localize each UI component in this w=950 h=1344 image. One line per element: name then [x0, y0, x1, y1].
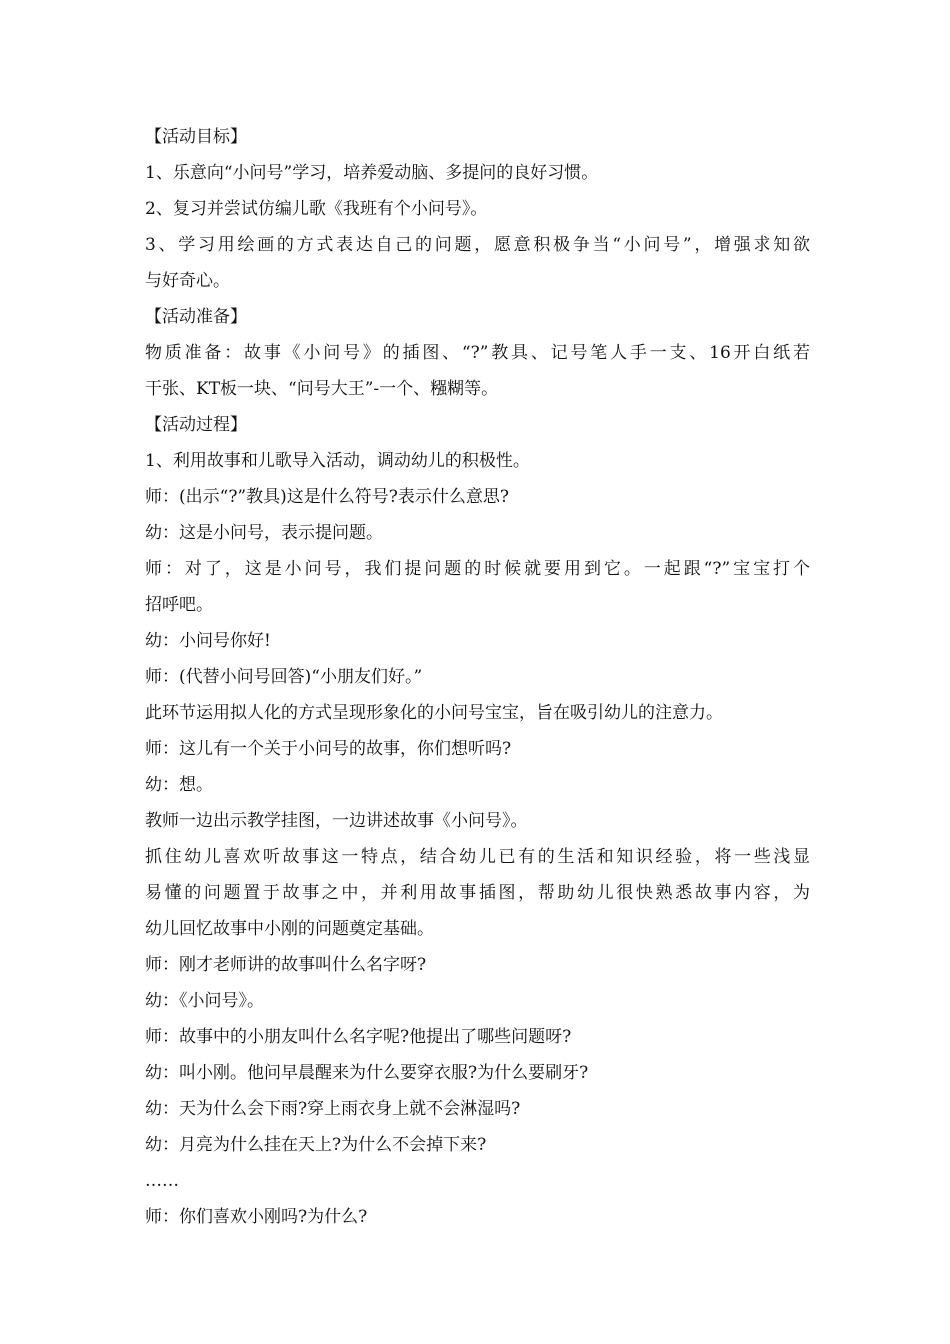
goal-item-2: 2、复习并尝试仿编儿歌《我班有个小问号》。 — [145, 199, 488, 219]
preparation-text: 物质准备：故事《小问号》的插图、“?”教具、记号笔人手一支、16开白纸若 — [145, 343, 810, 363]
dialogue-line: 幼：月亮为什么挂在天上?为什么不会掉下来? — [145, 1135, 487, 1155]
dialogue-line: 师：你们喜欢小刚吗?为什么? — [145, 1207, 368, 1227]
dialogue-line: 幼：叫小刚。他问早晨醒来为什么要穿衣服?为什么要刷牙? — [145, 1063, 589, 1083]
commentary-paragraph: 此环节运用拟人化的方式呈现形象化的小问号宝宝，旨在吸引幼儿的注意力。 — [145, 703, 723, 723]
goal-item-1: 1、乐意向“小问号”学习，培养爱动脑、多提问的良好习惯。 — [145, 163, 599, 183]
commentary-paragraph: 抓住幼儿喜欢听故事这一特点，结合幼儿已有的生活和知识经验，将一些浅显 — [145, 847, 810, 867]
dialogue-line: 师：对了，这是小问号，我们提问题的时候就要用到它。一起跟“?”宝宝打个 — [145, 559, 810, 579]
process-step-1: 1、利用故事和儿歌导入活动，调动幼儿的积极性。 — [145, 451, 530, 471]
dialogue-line: 师：刚才老师讲的故事叫什么名字呀? — [145, 955, 427, 975]
dialogue-line-continued: 招呼吧。 — [145, 595, 213, 615]
preparation-text-continued: 干张、KT板一块、“问号大王”-一个、糨糊等。 — [145, 379, 499, 399]
dialogue-line: 幼：小问号你好! — [145, 631, 271, 651]
goal-item-3: 3、学习用绘画的方式表达自己的问题，愿意积极争当“小问号”，增强求知欲 — [145, 235, 810, 255]
dialogue-line: 幼：天为什么会下雨?穿上雨衣身上就不会淋湿吗? — [145, 1099, 521, 1119]
goal-item-3-continued: 与好奇心。 — [145, 271, 230, 291]
document-body — [145, 119, 810, 1235]
section-heading-goals: 【活动目标】 — [145, 127, 247, 147]
dialogue-line: 幼：想。 — [145, 775, 213, 795]
dialogue-line: 师：(出示“?”教具)这是什么符号?表示什么意思? — [145, 487, 509, 507]
dialogue-line: 幼：《小问号》。 — [145, 991, 264, 1011]
commentary-paragraph-continued: 幼儿回忆故事中小刚的问题奠定基础。 — [145, 919, 434, 939]
dialogue-line: 师：这儿有一个关于小问号的故事，你们想听吗? — [145, 739, 512, 759]
dialogue-line: 幼：这是小问号，表示提问题。 — [145, 523, 383, 543]
ellipsis-line: …… — [145, 1171, 179, 1191]
narration-line: 教师一边出示教学挂图，一边讲述故事《小问号》。 — [145, 811, 528, 831]
dialogue-line: 师：(代替小问号回答)“小朋友们好。” — [145, 667, 423, 687]
dialogue-line: 师：故事中的小朋友叫什么名字呢?他提出了哪些问题呀? — [145, 1027, 572, 1047]
section-heading-process: 【活动过程】 — [145, 415, 247, 435]
section-heading-preparation: 【活动准备】 — [145, 307, 247, 327]
commentary-paragraph-continued: 易懂的问题置于故事之中，并利用故事插图，帮助幼儿很快熟悉故事内容，为 — [145, 883, 810, 903]
